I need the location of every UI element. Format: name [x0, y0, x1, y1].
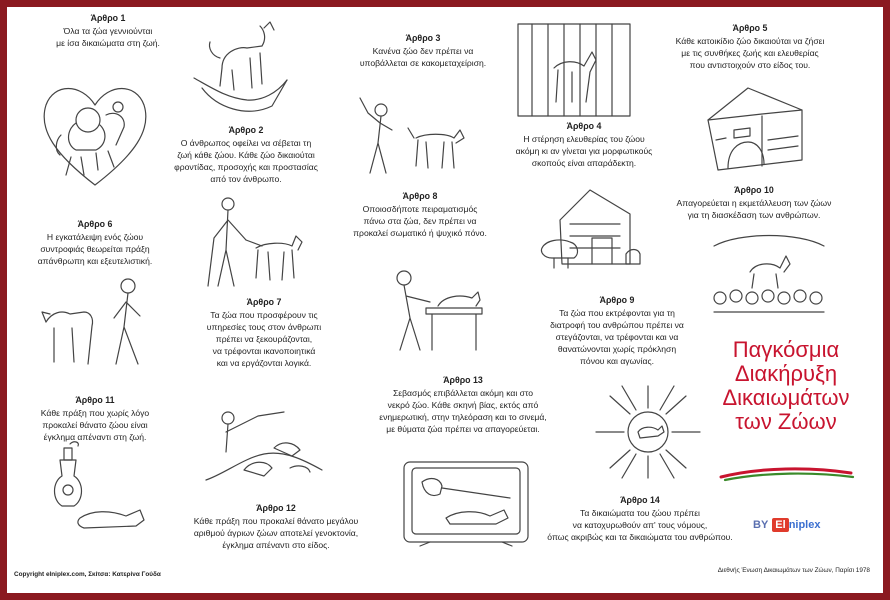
article-line: Κάθε πράξη που χωρίς λόγο [40, 408, 150, 419]
article-line: απάνθρωπη και εξευτελιστική. [37, 255, 153, 266]
title-swoosh [711, 465, 861, 483]
poster-title-line: των Ζώων [735, 409, 837, 434]
walk-away-illustration [40, 272, 150, 370]
article-line: με ίσα δικαιώματα στη ζωή. [56, 37, 160, 48]
article-10 [656, 184, 852, 222]
article-line: που αντιστοιχούν στο είδος του. [689, 59, 811, 70]
article-11 [20, 394, 170, 444]
logo-name: niplex [788, 519, 821, 531]
article-line: Η στέρηση ελευθερίας του ζώου [523, 134, 645, 145]
article-title: Άρθρο 8 [402, 191, 438, 201]
logo-by: BY [753, 519, 769, 531]
article-line: συντροφιάς θεωρείται πράξη [40, 243, 150, 254]
article-title: Άρθρο 4 [566, 121, 602, 131]
article-line: ζωή κάθε ζώου. Κάθε ζώο δικαιούται [177, 149, 315, 160]
article-line: να τρέφονται ικανοποιητικά [212, 345, 316, 356]
article-6 [20, 218, 170, 268]
article-line: έγκλημα απέναντι στο είδος. [222, 539, 330, 550]
article-3 [338, 32, 508, 70]
article-line: Οποιοσδήποτε πειραματισμός [362, 204, 478, 215]
article-9 [532, 294, 702, 367]
article-line: πόνου και αγωνίας. [579, 355, 654, 366]
article-line: Κάθε κατοικίδιο ζώο δικαιούται να ζήσει [675, 36, 825, 47]
copyright-text: Copyright elniplex.com, Σκίτσα: Κατερίνα Γούδα [14, 571, 161, 578]
article-line: όπως ακριβώς και τα δικαιώματα του ανθρώπου. [547, 531, 733, 542]
article-line: από τον άνθρωπο. [210, 173, 282, 184]
article-line: προκαλεί σωματικό ή ψυχικό πόνο. [353, 227, 487, 238]
article-line: αριθμού άγριων ζώων αποτελεί γενοκτονία, [193, 527, 359, 538]
poster-title-line: Παγκόσμια [732, 337, 840, 362]
article-line: και να εργάζονται λογικά. [216, 357, 312, 368]
article-title: Άρθρο 14 [620, 495, 660, 505]
article-title: Άρθρο 3 [405, 33, 441, 43]
article-7 [184, 296, 344, 369]
article-line: ακόμη κι αν γίνεται για μορφωτικούς [515, 145, 653, 156]
farm-barn-illustration [540, 184, 646, 274]
tv-screen-illustration [400, 458, 532, 550]
article-line: προκαλεί θάνατο ζώου είναι [42, 419, 148, 430]
doghouse-illustration [698, 80, 810, 176]
article-12 [178, 502, 374, 552]
caged-dog-illustration [514, 20, 634, 120]
article-line: για τη διασκέδαση των ανθρώπων. [687, 209, 821, 220]
article-line: με τις συνθήκες ζωής και ελευθερίας [681, 47, 819, 58]
article-8 [340, 190, 500, 240]
logo-mark: El [772, 518, 788, 532]
article-line: Απαγορεύεται η εκμετάλλευση των ζώων [676, 198, 832, 209]
poison-dog-illustration [40, 440, 152, 540]
vet-table-illustration [386, 262, 486, 352]
article-title: Άρθρο 13 [443, 375, 483, 385]
article-line: Κανένα ζώο δεν πρέπει να [372, 46, 474, 57]
source-text: Διεθνής Ένωση Δικαιωμάτων των Ζώων, Παρίσι 1978 [717, 567, 870, 574]
article-line: πάνω στα ζώα, δεν πρέπει να [363, 215, 477, 226]
article-line: Κάθε πράξη που προκαλεί θάνατο μεγάλου [193, 516, 359, 527]
article-line: φροντίδας, προσοχής και προστασίας [174, 161, 318, 172]
article-5 [652, 22, 848, 72]
article-line: διατροφή του ανθρώπου πρέπει να [550, 319, 684, 330]
article-line: ενημερωτική, στην τηλεόραση και το σινεμά, [379, 411, 547, 422]
poster-title [711, 338, 861, 498]
article-title: Άρθρο 1 [90, 13, 126, 23]
hunter-animals-illustration [204, 398, 324, 484]
article-line: Η εγκατάλειψη ενός ζώου [46, 232, 144, 243]
article-title: Άρθρο 12 [256, 503, 296, 513]
article-1 [28, 12, 188, 50]
article-title: Άρθρο 2 [228, 125, 264, 135]
article-title: Άρθρο 5 [732, 23, 768, 33]
article-title: Άρθρο 9 [599, 295, 635, 305]
elniplex-logo [753, 518, 820, 532]
poster-title-line: Διακήρυξη [734, 361, 838, 386]
article-title: Άρθρο 6 [77, 219, 113, 229]
heart-animals-illustration [36, 75, 154, 193]
poster-title-line: Δικαιωμάτων [722, 385, 850, 410]
blind-man-guide-dog-illustration [200, 190, 310, 290]
article-title: Άρθρο 11 [75, 395, 115, 405]
article-line: Τα ζώα που προσφέρουν τις [210, 310, 318, 321]
article-line: Όλα τα ζώα γεννιούνται [63, 26, 153, 37]
article-2 [162, 124, 330, 186]
article-line: Σεβασμός επιβάλλεται ακόμη και στο [392, 388, 534, 399]
reaching-hands-illustration [592, 382, 704, 482]
article-13 [364, 374, 562, 436]
article-line: έγκλημα απέναντι στη ζωή. [43, 431, 147, 442]
article-14 [534, 494, 746, 544]
article-line: Τα ζώα που εκτρέφονται για τη [559, 308, 675, 319]
article-line: Τα δικαιώματα του ζώου πρέπει [580, 508, 700, 519]
man-stick-dog-illustration [356, 88, 471, 180]
article-line: σκοπούς είναι απαράδεκτη. [531, 157, 637, 168]
article-line: πρέπει να ξεκουράζονται, [215, 333, 313, 344]
article-line: Ο άνθρωπος οφείλει να σέβεται τη [180, 138, 312, 149]
article-line: να κατοχυρωθούν απ' τους νόμους, [572, 519, 708, 530]
article-4 [494, 120, 674, 170]
article-line: υπηρεσίες τους στον άνθρωπι [206, 321, 322, 332]
article-title: Άρθρο 10 [734, 185, 774, 195]
circus-dog-illustration [710, 232, 828, 314]
article-line: υποβάλλεται σε κακομεταχείριση. [359, 57, 487, 68]
article-title: Άρθρο 7 [246, 297, 282, 307]
article-line: νεκρό ζώο. Κάθε σκηνή βίας, εκτός από [387, 399, 539, 410]
article-line: στεγάζονται, να τρέφονται και να [555, 331, 679, 342]
article-line: θανατώνονται χωρίς πρόκληση [557, 343, 677, 354]
article-line: με θύματα ζώα πρέπει να απαγορεύεται. [386, 423, 540, 434]
hand-dog-illustration [192, 18, 290, 123]
